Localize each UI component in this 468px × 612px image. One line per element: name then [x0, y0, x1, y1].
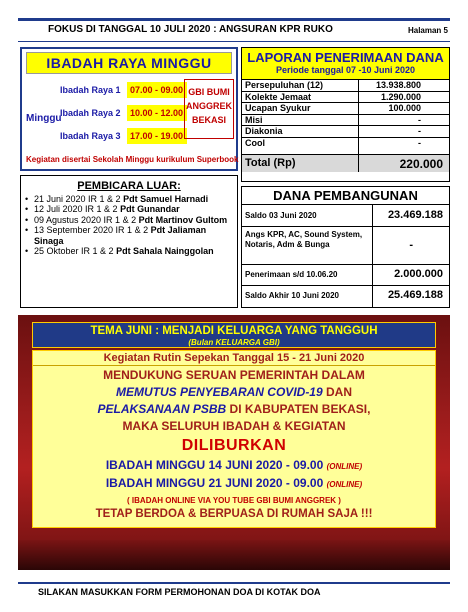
row-value: - — [418, 126, 421, 136]
header-title: FOKUS DI TANGGAL 10 JULI 2020 : ANGSURAN KPR RUKO — [48, 24, 333, 35]
table-row — [242, 205, 449, 227]
header-rule — [18, 18, 450, 21]
online-service-1: IBADAH MINGGU 14 JUNI 2020 - 09.00 (ONLINE) — [105, 458, 363, 472]
service-time: 10.00 - 12.00 — [127, 105, 187, 121]
row-label: Cool — [245, 137, 265, 148]
row-value: 100.000 — [388, 103, 421, 113]
row-label: Kolekte Jemaat — [245, 91, 312, 102]
announcement-line: MAKA SELURUH IBADAH & KEGIATAN — [122, 419, 346, 433]
pembicara-luar-box — [20, 175, 238, 308]
list-item: • 13 September 2020 IR 1 & 2 Pdt Jaliaman Sinaga — [25, 225, 233, 246]
church-line: ANGGREK — [185, 101, 232, 111]
table-row — [242, 227, 449, 265]
laporan-penerimaan-table — [241, 47, 450, 182]
table-row — [242, 138, 449, 155]
table-row — [242, 115, 449, 127]
diliburkan-text: DILIBURKAN — [181, 437, 287, 454]
table-row — [242, 286, 449, 307]
row-label: Penerimaan s/d 10.06.20 — [245, 270, 338, 279]
church-name-box — [184, 79, 234, 139]
tema-title: TEMA JUNI : MENJADI KELUARGA YANG TANGGUH — [90, 325, 378, 337]
row-label: Ucapan Syukur — [245, 103, 311, 113]
row-value: - — [409, 239, 413, 251]
announcement-line: PELAKSANAAN PSBB DI KABUPATEN BEKASI, — [97, 402, 371, 416]
page-number: Halaman 5 — [407, 26, 448, 35]
list-item: • 09 Agustus 2020 IR 1 & 2 Pdt Martinov Gultom — [25, 215, 233, 225]
announcement-box — [32, 350, 436, 528]
footer-rule — [18, 582, 450, 584]
speaker-list — [25, 194, 233, 256]
berdoa-text: TETAP BERDOA & BERPUASA DI RUMAH SAJA !!! — [95, 508, 373, 520]
row-value: 25.469.188 — [387, 289, 443, 301]
table-row — [242, 103, 449, 115]
row-value: - — [418, 114, 421, 125]
youtube-note: ( IBADAH ONLINE VIA YOU TUBE GBI BUMI ANGGREK ) — [127, 496, 341, 505]
tema-subtitle: (Bulan KELUARGA GBI) — [188, 338, 280, 347]
table-row — [242, 92, 449, 104]
total-value: 220.000 — [399, 156, 443, 171]
announcement-line: MENDUKUNG SERUAN PEMERINTAH DALAM — [103, 368, 365, 382]
list-item: • 21 Juni 2020 IR 1 & 2 Pdt Samuel Harnadi — [25, 194, 233, 204]
announcement-line: MEMUTUS PENYEBARAN COVID-19 DAN — [115, 385, 353, 399]
online-service-2: IBADAH MINGGU 21 JUNI 2020 - 09.00 (ONLINE) — [105, 476, 363, 490]
total-label: Total (Rp) — [245, 156, 296, 169]
list-item: • 25 Oktober IR 1 & 2 Pdt Sahala Nainggolan — [25, 246, 233, 256]
row-label: Persepuluhan (12) — [245, 80, 324, 90]
footer-text: SILAKAN MASUKKAN FORM PERMOHONAN DOA DI KOTAK DOA — [38, 587, 321, 597]
total-row — [242, 155, 449, 172]
ibadah-title: IBADAH RAYA MINGGU — [26, 52, 232, 74]
dana-pembangunan-table — [241, 186, 450, 308]
table-row — [242, 126, 449, 138]
church-line: GBI BUMI — [188, 87, 230, 97]
service-time: 07.00 - 09.00 — [127, 82, 187, 98]
row-value: 23.469.188 — [387, 209, 443, 221]
row-label: Angs KPR, AC, Sound System, Notaris, Adm & Bunga — [245, 230, 363, 249]
row-label: Saldo Akhir 10 Juni 2020 — [245, 291, 339, 300]
row-label: Diakonia — [245, 126, 283, 136]
service-time: 17.00 - 19.00 — [127, 128, 187, 144]
dana-title: DANA PEMBANGUNAN — [242, 187, 449, 205]
service-name: Ibadah Raya 2 — [60, 108, 121, 118]
ibadah-note: Kegiatan disertai Sekolah Minggu kurikulum Superbook — [26, 155, 239, 164]
service-slot-2 — [60, 105, 187, 121]
row-label: Misi — [245, 114, 263, 125]
laporan-title: LAPORAN PENERIMAAN DANA — [247, 50, 444, 65]
church-line: BEKASI — [191, 115, 226, 125]
kegiatan-heading: Kegiatan Rutin Sepekan Tanggal 15 - 21 Juni 2020 — [33, 351, 435, 366]
table-row — [242, 265, 449, 286]
page-header — [18, 22, 450, 40]
page-footer — [18, 582, 450, 602]
service-name: Ibadah Raya 1 — [60, 85, 121, 95]
row-value: 2.000.000 — [394, 268, 443, 280]
list-item: • 12 Juli 2020 IR 1 & 2 Pdt Gunandar — [25, 204, 233, 214]
minggu-label: Minggu — [26, 113, 62, 124]
service-slot-3 — [60, 128, 187, 144]
row-value: 13.938.800 — [375, 80, 421, 90]
table-row — [242, 80, 449, 92]
service-name: Ibadah Raya 3 — [60, 131, 121, 141]
ibadah-schedule-box — [20, 47, 238, 171]
row-value: 1.290.000 — [380, 91, 421, 102]
laporan-header — [242, 48, 449, 80]
service-slot-1 — [60, 82, 187, 98]
row-label: Saldo 03 Juni 2020 — [245, 211, 317, 220]
row-value: - — [418, 137, 421, 148]
header-underline — [18, 41, 450, 42]
laporan-period: Periode tanggal 07 -10 Juni 2020 — [275, 65, 416, 75]
tema-header — [32, 322, 436, 348]
pembicara-title: PEMBICARA LUAR: — [77, 180, 181, 192]
